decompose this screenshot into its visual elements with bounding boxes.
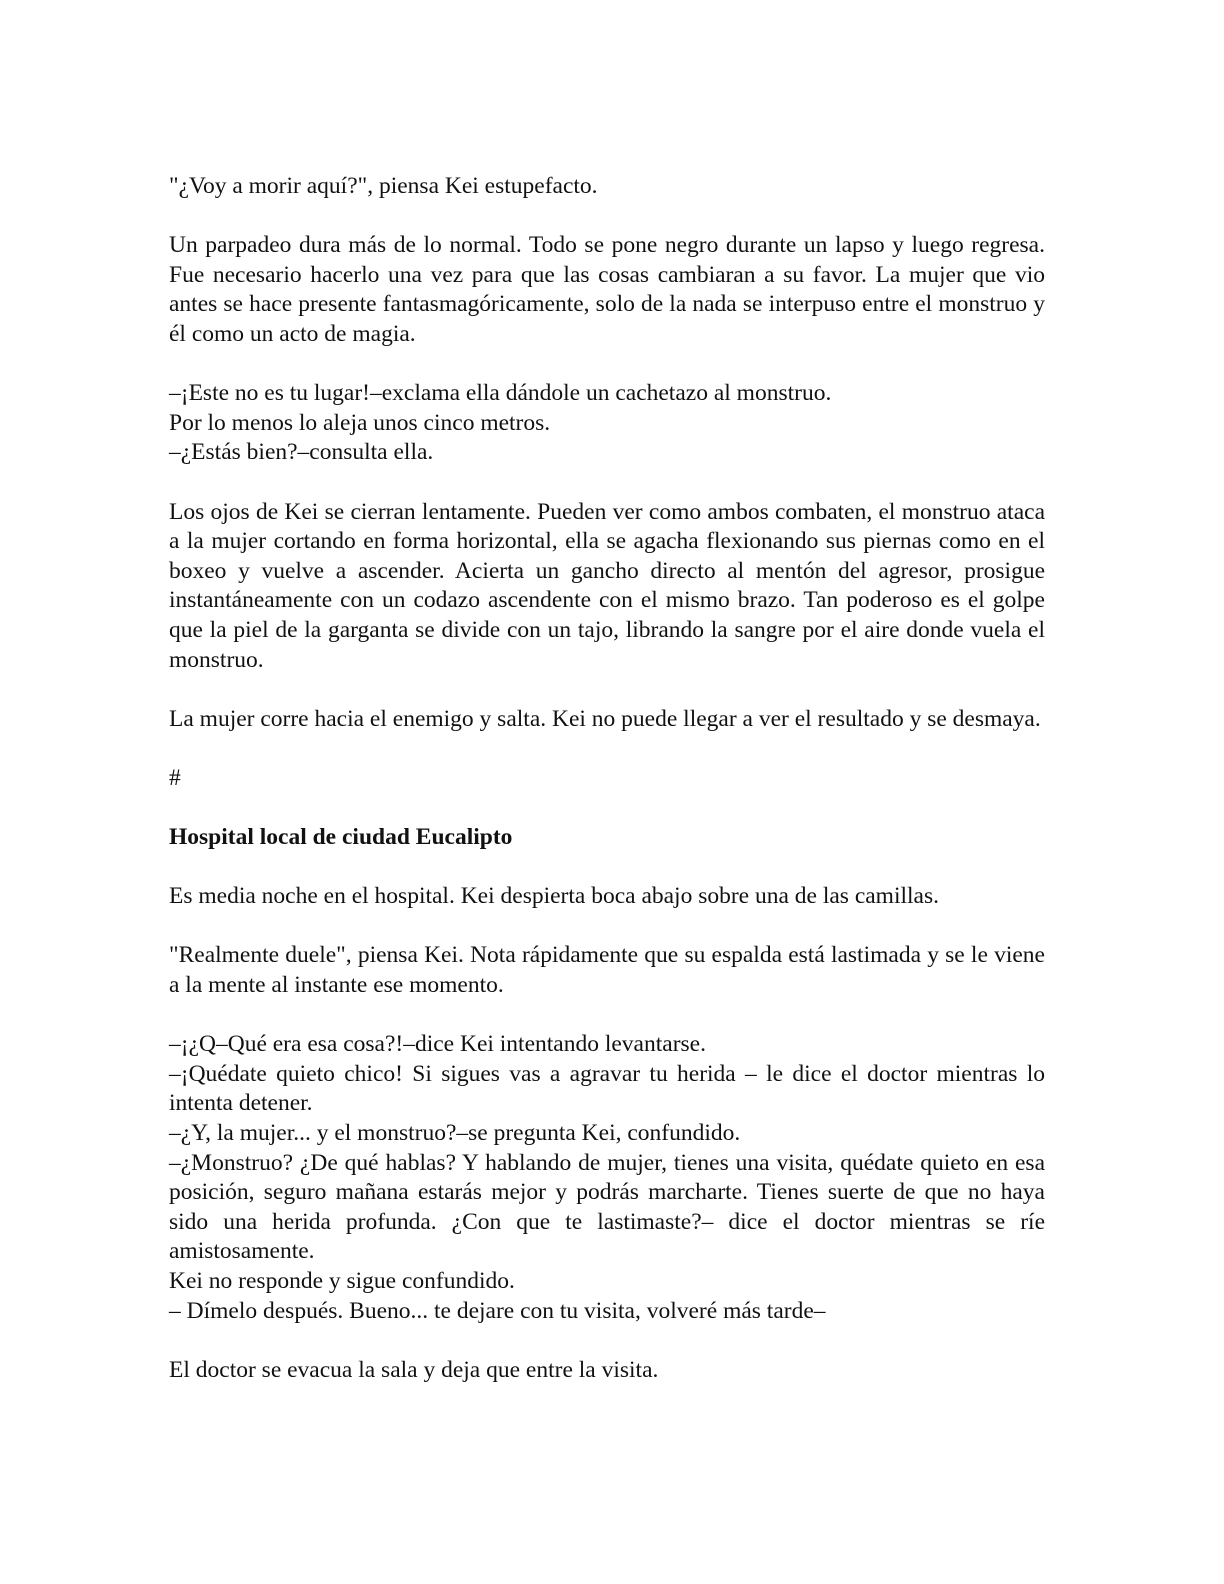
- document-body: [169, 172, 1045, 1415]
- paragraph: Un parpadeo dura más de lo normal. Todo se pone negro durante un lapso y luego regresa. Fue necesario hacerlo una vez para que las cosas cambiaran a su favor. La mujer que vio antes se hace presente fantasmagóricamente, solo de la nada se interpuso entre el monstruo y él como un acto de magia.: [169, 232, 1045, 347]
- dialogue-line: –¿Estás bien?–consulta ella.: [169, 439, 434, 466]
- dialogue-line: Kei no responde y sigue confundido.: [169, 1267, 515, 1294]
- paragraph: La mujer corre hacia el enemigo y salta. Kei no puede llegar a ver el resultado y se desmaya.: [169, 705, 1041, 732]
- paragraph: Es media noche en el hospital. Kei despierta boca abajo sobre una de las camillas.: [169, 883, 940, 910]
- paragraph: El doctor se evacua la sala y deja que entre la visita.: [169, 1356, 659, 1383]
- dialogue-block: [169, 1030, 1045, 1326]
- dialogue-block: [169, 379, 1045, 468]
- paragraph: "¿Voy a morir aquí?", piensa Kei estupefacto.: [169, 173, 598, 199]
- paragraph: "Realmente duele", piensa Kei. Nota rápidamente que su espalda está lastimada y se le viene a la mente al instante ese momento.: [169, 942, 1045, 999]
- section-heading: Hospital local de ciudad Eucalipto: [169, 824, 513, 851]
- dialogue-line: –¡Quédate quieto chico! Si sigues vas a agravar tu herida – le dice el doctor mientras lo intenta detener.: [169, 1060, 1045, 1117]
- dialogue-line: Por lo menos lo aleja unos cinco metros.: [169, 409, 551, 436]
- paragraph: Los ojos de Kei se cierran lentamente. Pueden ver como ambos combaten, el monstruo ataca a la mujer cortando en forma horizontal, ella se agacha flexionando sus piernas como en el boxeo y vuelve a ascender. Acierta un gancho directo al mentón del agresor, prosigue instantáneamente con un codazo ascendente con el mismo brazo. Tan poderoso es el golpe que la piel de la garganta se divide con un tajo, librando la sangre por el aire donde vuela el monstruo.: [169, 498, 1045, 673]
- dialogue-line: –¿Y, la mujer... y el monstruo?–se pregunta Kei, confundido.: [169, 1120, 741, 1146]
- section-separator: #: [169, 764, 181, 791]
- dialogue-line: –¿Monstruo? ¿De qué hablas? Y hablando de mujer, tienes una visita, quédate quieto en esa posición, seguro mañana estarás mejor y podrás marcharte. Tienes suerte de que no haya sido una herida profunda. ¿Con que te lastimaste?– dice el doctor mientras se ríe amistosamente.: [169, 1149, 1045, 1265]
- dialogue-line: –¡Este no es tu lugar!–exclama ella dándole un cachetazo al monstruo.: [169, 380, 832, 407]
- dialogue-line: –¡¿Q–Qué era esa cosa?!–dice Kei intentando levantarse.: [169, 1031, 706, 1058]
- dialogue-line: – Dímelo después. Bueno... te dejare con tu visita, volveré más tarde–: [169, 1297, 826, 1324]
